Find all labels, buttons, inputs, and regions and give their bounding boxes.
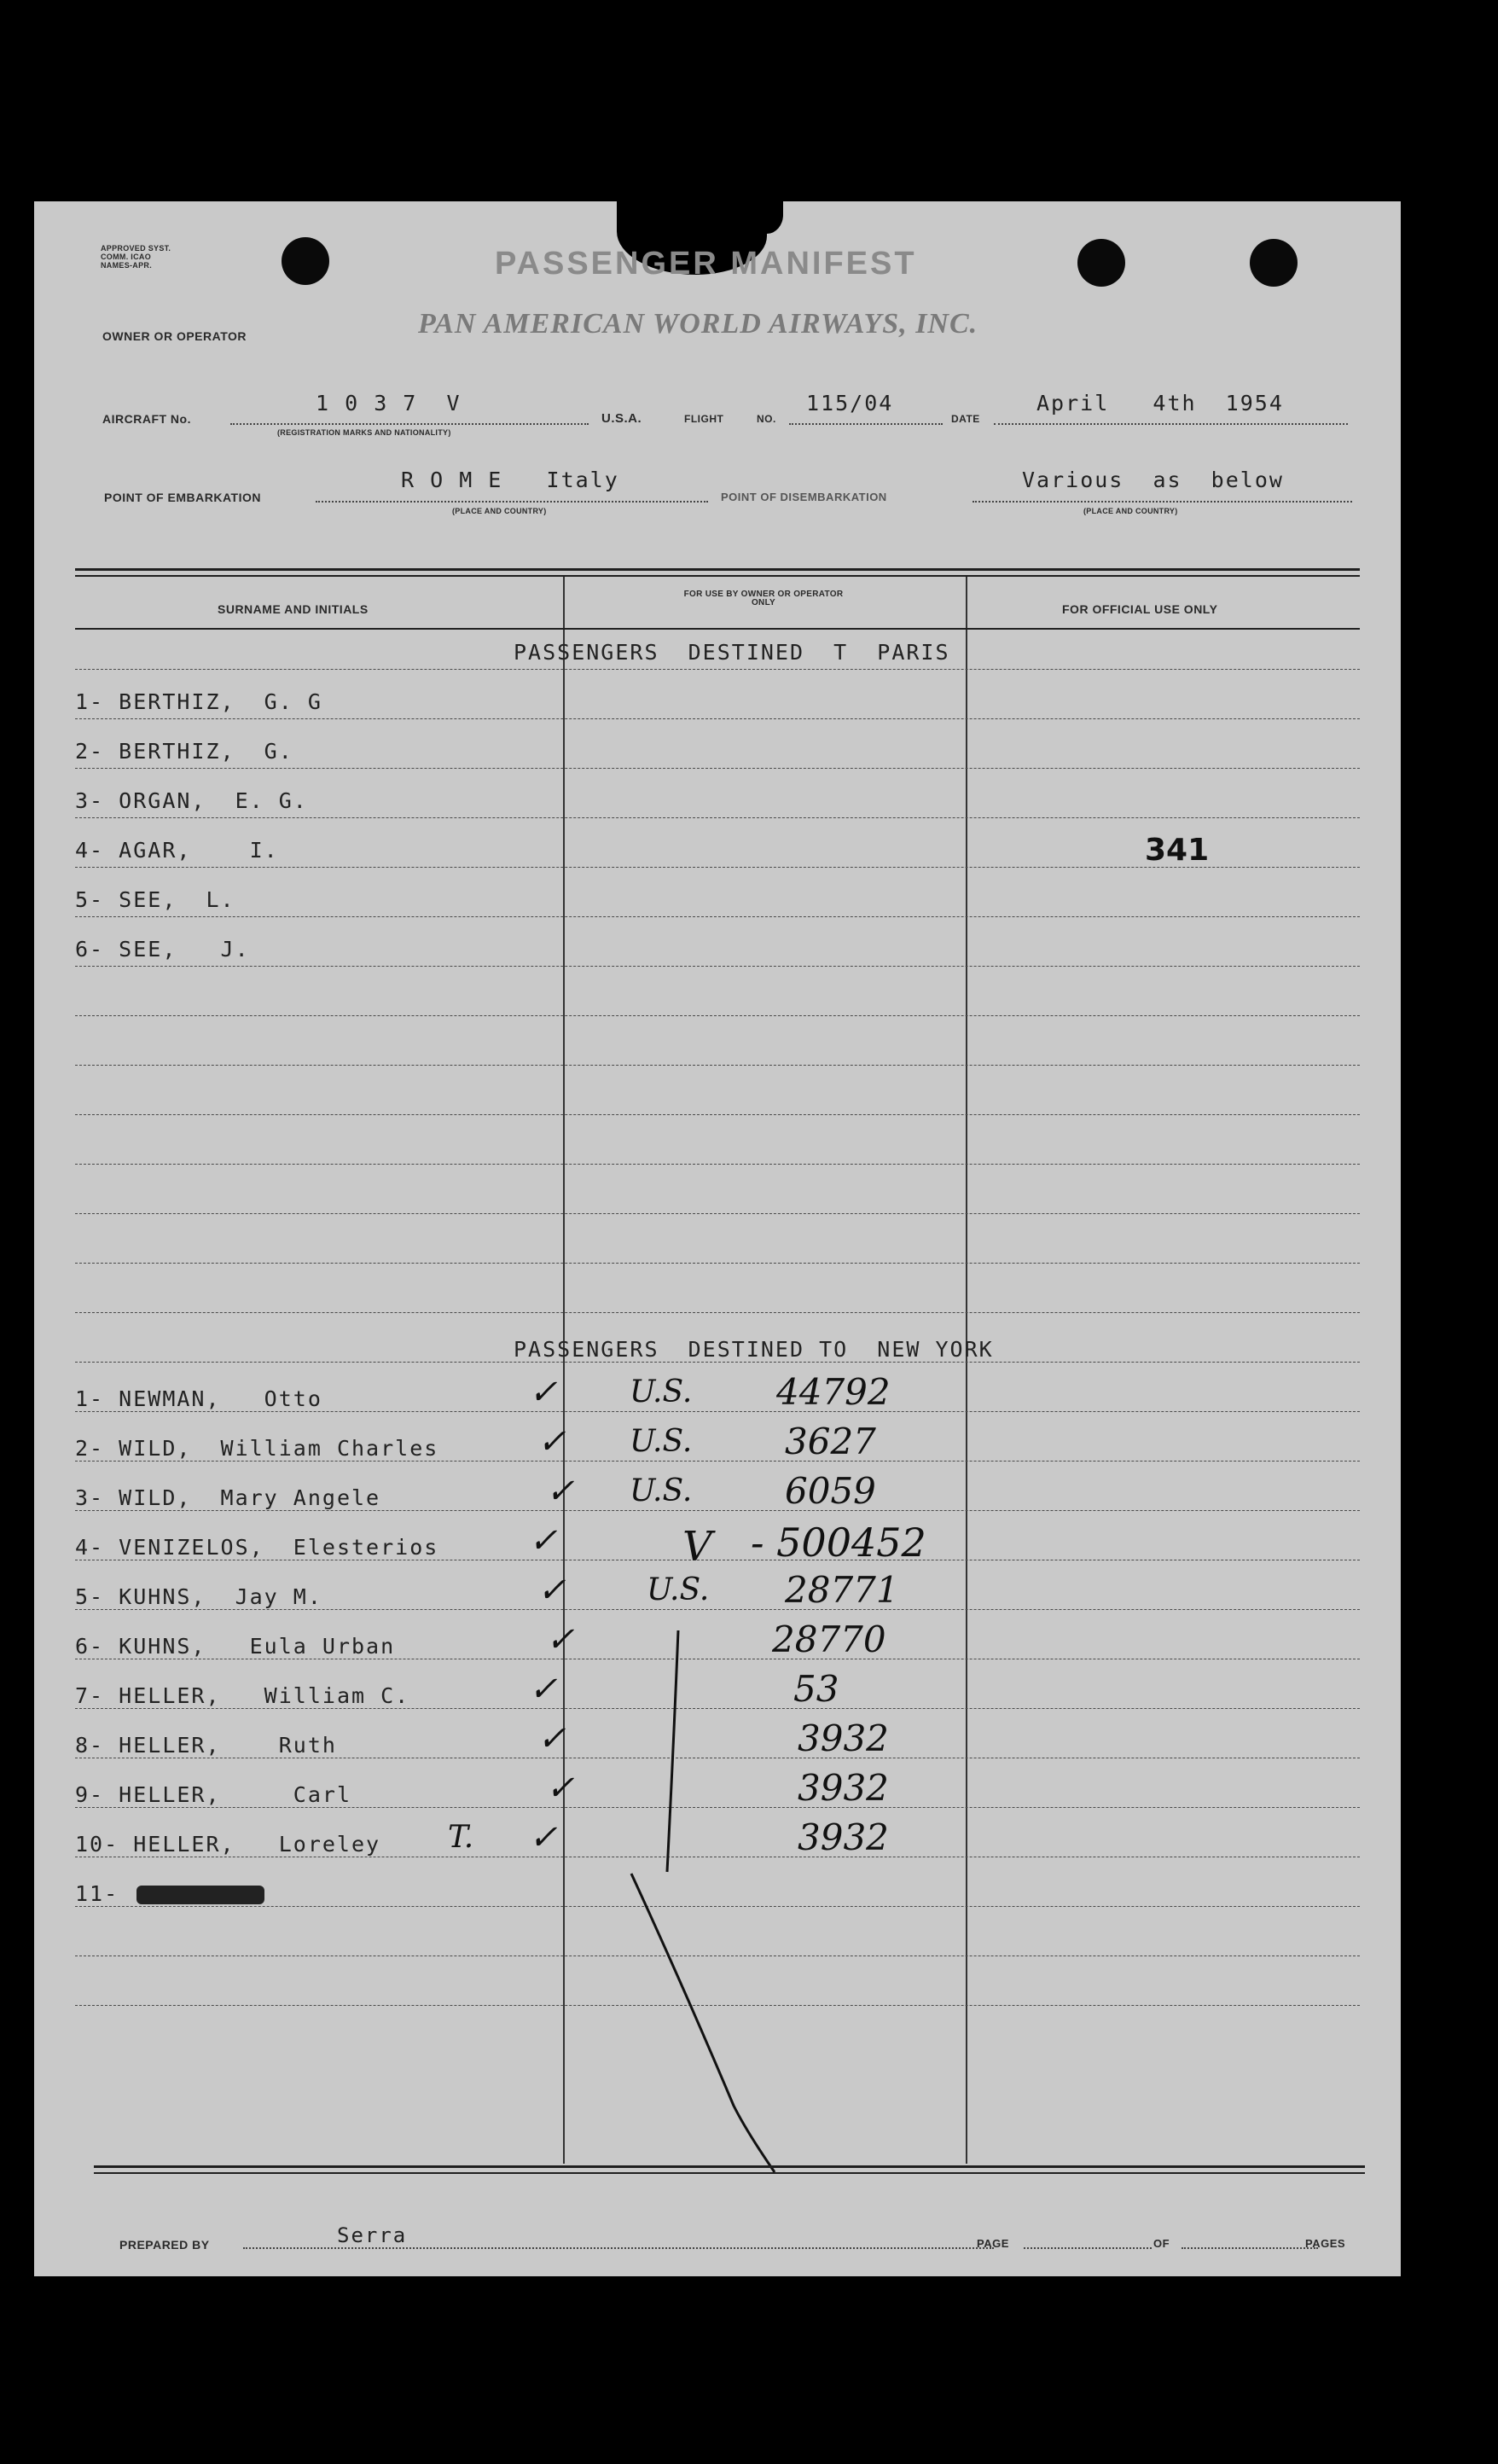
check-mark: ✓ <box>546 1769 575 1808</box>
owner-number: - 500452 <box>751 1520 926 1566</box>
owner-number: 44792 <box>776 1371 891 1413</box>
flight-no-label: NO. <box>757 413 776 425</box>
owner-number: 6059 <box>785 1470 876 1512</box>
passenger-name: SEE, L. <box>119 887 235 912</box>
passenger-name: ORGAN, E. G. <box>119 788 308 813</box>
of-label: OF <box>1153 2237 1170 2250</box>
check-mark: ✓ <box>537 1719 566 1758</box>
owner-mark: V <box>682 1523 712 1571</box>
surname-column-header: SURNAME AND INITIALS <box>218 602 369 616</box>
paris-heading: PASSENGERS DESTINED T PARIS <box>514 640 950 665</box>
official-column-header: FOR OFFICIAL USE ONLY <box>1062 602 1218 616</box>
embark-value: R O M E Italy <box>401 468 619 492</box>
passenger-number: 5- <box>75 887 105 912</box>
owner-number: 3932 <box>798 1816 889 1858</box>
passenger-number: 4- <box>75 1535 105 1560</box>
passenger-name: HELLER, Ruth <box>119 1733 337 1758</box>
owner-mark: U.S. <box>630 1374 693 1409</box>
passenger-name: HELLER, William C. <box>119 1683 410 1708</box>
owner-number: 28771 <box>785 1569 899 1611</box>
flight-label: FLIGHT <box>684 413 724 425</box>
passenger-name: NEWMAN, Otto <box>119 1386 322 1411</box>
page-line <box>1024 2247 1152 2249</box>
aircraft-value: 1 0 3 7 V <box>316 391 462 416</box>
check-mark: ✓ <box>529 1521 558 1560</box>
passenger-name: KUHNS, Jay M. <box>119 1584 322 1609</box>
place-note-1: (PLACE AND COUNTRY) <box>452 507 547 515</box>
footer-rule-bottom <box>94 2172 1365 2174</box>
check-mark: ✓ <box>529 1670 558 1709</box>
owner-number: 3932 <box>798 1717 889 1759</box>
owner-mark: U.S. <box>647 1572 710 1607</box>
check-mark: ✓ <box>529 1373 558 1412</box>
passenger-number: 9- <box>75 1782 105 1807</box>
owner-number: 53 <box>793 1668 839 1710</box>
passenger-number: 3- <box>75 788 105 813</box>
official-note: 341 <box>1145 833 1210 868</box>
check-mark: ✓ <box>537 1571 566 1610</box>
passenger-number: 6- <box>75 1634 105 1659</box>
operator-name: PAN AMERICAN WORLD AIRWAYS, INC. <box>418 308 978 340</box>
owner-number: 3932 <box>798 1767 889 1809</box>
owner-mark: U.S. <box>630 1473 693 1508</box>
passenger-name: HELLER, Loreley <box>133 1832 381 1857</box>
date-label: DATE <box>951 413 980 425</box>
disembark-value: Various as below <box>1022 468 1284 492</box>
passenger-name: KUHNS, Eula Urban <box>119 1634 396 1659</box>
passenger-number: 7- <box>75 1683 105 1708</box>
pages-label: PAGES <box>1305 2237 1346 2250</box>
page-label: PAGE <box>977 2237 1009 2250</box>
prepared-line <box>243 2247 994 2249</box>
prepared-value: Serra <box>337 2223 408 2247</box>
check-mark: ✓ <box>529 1818 558 1857</box>
date-value: April 4th 1954 <box>1036 391 1284 416</box>
passenger-name: BERTHIZ, G. <box>119 739 293 764</box>
passenger-number: 8- <box>75 1733 105 1758</box>
embark-label: POINT OF EMBARKATION <box>104 491 261 504</box>
check-mark: ✓ <box>537 1422 566 1462</box>
registration-note: (REGISTRATION MARKS AND NATIONALITY) <box>277 428 451 437</box>
owner-mark: T. <box>448 1820 474 1855</box>
passenger-number: 11- <box>75 1881 119 1906</box>
passenger-name: HELLER, Carl <box>119 1782 351 1807</box>
passenger-name: SEE, J. <box>119 937 250 962</box>
owner-mark: U.S. <box>630 1424 693 1459</box>
owner-number: 28770 <box>772 1618 886 1660</box>
usa-label: U.S.A. <box>601 411 642 426</box>
check-mark: ✓ <box>546 1620 575 1659</box>
owner-column-header: FOR USE BY OWNER OR OPERATOR ONLY <box>683 590 844 607</box>
owner-number: 3627 <box>785 1421 876 1462</box>
flight-value: 115/04 <box>806 391 894 416</box>
passenger-number: 3- <box>75 1485 105 1510</box>
approval-stamp: APPROVED SYST. COMM. ICAO NAMES-APR. <box>101 244 171 270</box>
passenger-name: WILD, William Charles <box>119 1436 439 1461</box>
handwritten-marks <box>34 201 1401 2276</box>
passenger-name: BERTHIZ, G. G <box>119 689 322 714</box>
place-note-2: (PLACE AND COUNTRY) <box>1083 507 1178 515</box>
passenger-number: 5- <box>75 1584 105 1609</box>
prepared-label: PREPARED BY <box>119 2238 210 2252</box>
footer-rule-top <box>94 2165 1365 2168</box>
owner-label: OWNER OR OPERATOR <box>102 329 247 343</box>
check-mark: ✓ <box>546 1472 575 1511</box>
passenger-number: 10- <box>75 1832 119 1857</box>
passenger-name: AGAR, I. <box>119 838 279 863</box>
aircraft-label: AIRCRAFT No. <box>102 412 191 426</box>
passenger-number: 4- <box>75 838 105 863</box>
passenger-number: 2- <box>75 739 105 764</box>
passenger-number: 1- <box>75 1386 105 1411</box>
passenger-name: WILD, Mary Angele <box>119 1485 381 1510</box>
disembark-label: POINT OF DISEMBARKATION <box>721 491 887 503</box>
passenger-number: 6- <box>75 937 105 962</box>
passenger-number: 1- <box>75 689 105 714</box>
page-title: PASSENGER MANIFEST <box>495 246 917 282</box>
passenger-number: 2- <box>75 1436 105 1461</box>
passenger-name: VENIZELOS, Elesterios <box>119 1535 439 1560</box>
new-york-heading: PASSENGERS DESTINED TO NEW YORK <box>514 1337 994 1362</box>
manifest-document <box>34 201 1401 2276</box>
of-line <box>1182 2247 1318 2249</box>
